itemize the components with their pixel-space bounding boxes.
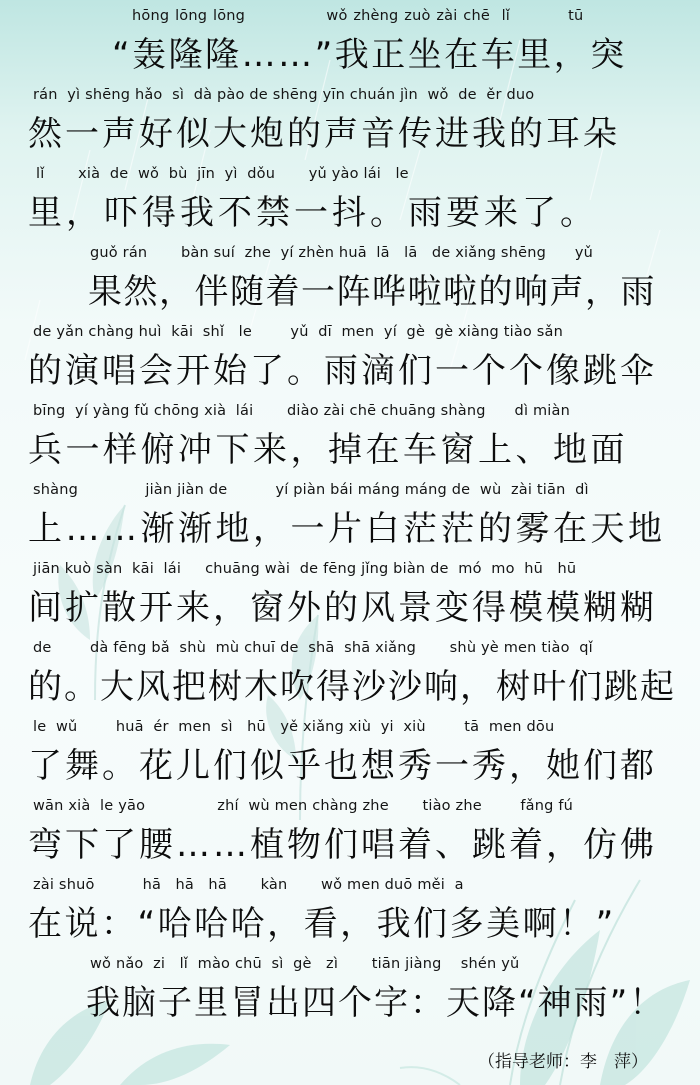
hanzi-row: 我脑子里冒出四个字：天降“神雨”！	[86, 983, 666, 1023]
text-line	[0, 956, 700, 1034]
text-line	[0, 87, 700, 165]
text-line	[0, 8, 700, 86]
text-line	[0, 719, 700, 797]
hanzi-row: 的。大风把树木吹得沙沙响，树叶们跳起	[28, 667, 676, 707]
text-line	[0, 561, 700, 639]
text-line	[0, 640, 700, 718]
hanzi-row: 兵一样俯冲下来，掉在车窗上、地面	[28, 430, 628, 470]
pinyin-row: hōng lōng lōng wǒ zhèng zuò zài chē lǐ tū	[132, 8, 584, 24]
text-line	[0, 877, 700, 955]
hanzi-row: 果然，伴随着一阵哗啦啦的响声，雨	[88, 272, 656, 312]
text-line	[0, 798, 700, 876]
pinyin-row: guǒ rán bàn suí zhe yí zhèn huā lā lā de xiǎng shēng yǔ	[90, 245, 594, 261]
pinyin-row: rán yì shēng hǎo sì dà pào de shēng yīn chuán jìn wǒ de ěr duo	[33, 87, 535, 103]
text-line	[0, 166, 700, 244]
text-line	[0, 403, 700, 481]
hanzi-row: 间扩散开来，窗外的风景变得模模糊糊	[28, 588, 657, 628]
text-line	[0, 324, 700, 402]
hanzi-row: 里，吓得我不禁一抖。雨要来了。	[28, 193, 598, 233]
hanzi-row: 上……渐渐地，一片白茫茫的雾在天地	[28, 509, 666, 549]
pinyin-row: shàng jiàn jiàn de yí piàn bái máng máng de wù zài tiān dì	[33, 482, 589, 498]
text-line	[0, 245, 700, 323]
hanzi-row: 然一声好似大炮的声音传进我的耳朵	[28, 114, 620, 154]
pinyin-row: wān xià le yāo zhí wù men chàng zhe tiào zhe fǎng fú	[33, 798, 574, 814]
hanzi-row: 在说：“哈哈哈，看，我们多美啊！”	[28, 904, 616, 944]
hanzi-row: 弯下了腰……植物们唱着、跳着，仿佛	[28, 825, 657, 865]
hanzi-row: “轰隆隆……”我正坐在车里，突	[112, 35, 627, 75]
pinyin-row: wǒ nǎo zi lǐ mào chū sì gè zì tiān jiàng shén yǔ	[90, 956, 520, 972]
hanzi-row: 的演唱会开始了。雨滴们一个个像跳伞	[28, 351, 657, 391]
pinyin-row: de dà fēng bǎ shù mù chuī de shā shā xiǎng shù yè men tiào qǐ	[33, 640, 593, 656]
pinyin-row: jiān kuò sàn kāi lái chuāng wài de fēng jǐng biàn de mó mo hū hū	[33, 561, 577, 577]
pinyin-row: le wǔ huā ér men sì hū yě xiǎng xiù yi xiù tā men dōu	[33, 719, 555, 735]
text-line	[0, 482, 700, 560]
pinyin-row: de yǎn chàng huì kāi shǐ le yǔ dī men yí gè gè xiàng tiào sǎn	[33, 324, 564, 340]
pinyin-row: zài shuō hā hā hā kàn wǒ men duō měi a	[33, 877, 464, 893]
teacher-credit: （指导老师：李 萍）	[478, 1052, 648, 1072]
pinyin-row: bīng yí yàng fǔ chōng xià lái diào zài chē chuāng shàng dì miàn	[33, 403, 571, 419]
hanzi-row: 了舞。花儿们似乎也想秀一秀，她们都	[28, 746, 657, 786]
pinyin-row: lǐ xià de wǒ bù jīn yì dǒu yǔ yào lái le	[36, 166, 409, 182]
